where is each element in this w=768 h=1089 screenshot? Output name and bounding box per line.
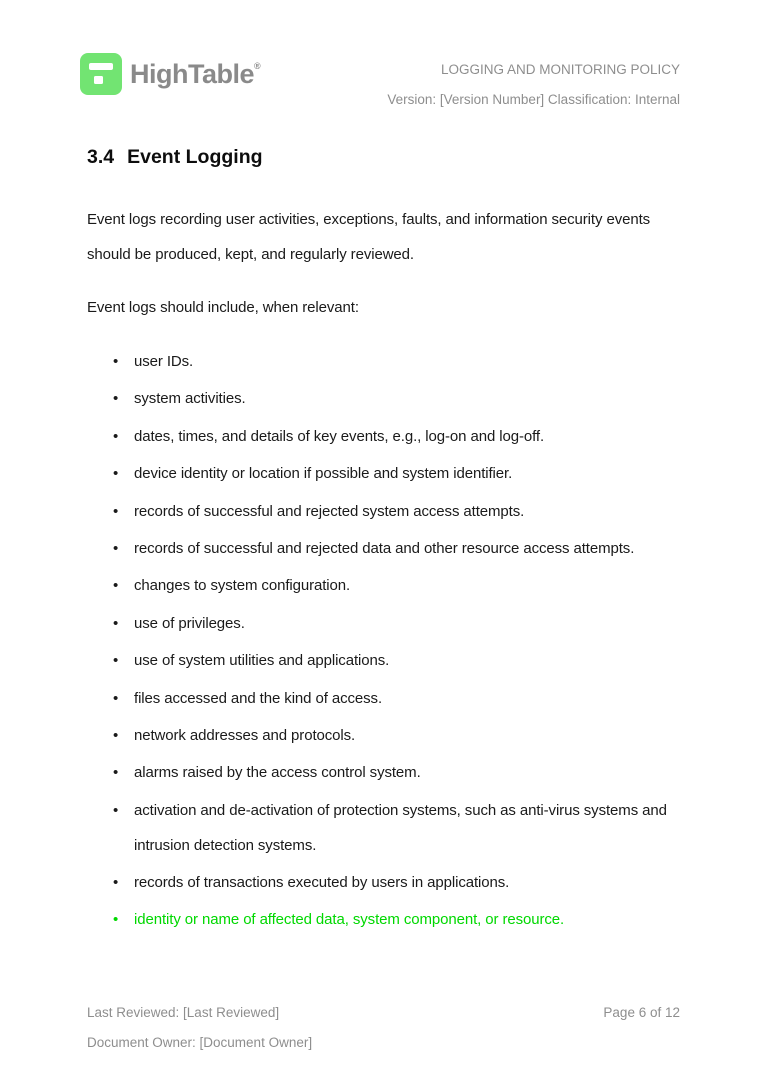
brand-wordmark — [130, 59, 261, 90]
page-number: Page 6 of 12 — [603, 1005, 680, 1020]
section-number: 3.4 — [87, 146, 115, 168]
bullet-dot: • — [113, 502, 119, 520]
list-item — [87, 419, 684, 454]
list-item — [87, 494, 684, 529]
bullet-dot: • — [113, 764, 119, 782]
list-item — [87, 606, 684, 641]
bullet-dot: • — [113, 689, 119, 707]
hightable-logo-icon — [80, 53, 122, 95]
bullet-text: files accessed and the kind of access. — [134, 689, 383, 707]
hightable-brand — [80, 53, 261, 95]
intro-paragraph: Event logs recording user activities, exceptions, faults, and information security events should be produced, kept, and regularly reviewed. — [87, 211, 651, 263]
list-item — [87, 902, 684, 937]
bullet-dot: • — [113, 726, 119, 744]
bullet-dot: • — [113, 911, 119, 929]
list-item — [87, 531, 684, 566]
bullet-dot: • — [113, 427, 119, 445]
document-title: LOGGING AND MONITORING POLICY — [440, 62, 680, 77]
list-lead-in: Event logs should include, when relevant: — [87, 299, 359, 316]
bullet-text: activation and de-activation of protection systems, such as anti-virus systems and intrusion detection systems. — [134, 801, 667, 854]
registered-trademark-symbol: ® — [254, 60, 261, 71]
bullet-dot: • — [113, 577, 119, 595]
bullet-text: use of system utilities and applications. — [134, 652, 390, 670]
list-item — [87, 456, 684, 491]
last-reviewed-label: Last Reviewed: [Last Reviewed] — [87, 1005, 280, 1020]
bullet-text: device identity or location if possible and system identifier. — [134, 465, 513, 483]
bullet-text: identity or name of affected data, system component, or resource. — [134, 911, 565, 929]
list-item — [87, 793, 684, 863]
logo-table-leg — [94, 76, 103, 84]
bullet-text: alarms raised by the access control system. — [134, 764, 421, 782]
list-item — [87, 865, 684, 900]
bullet-dot: • — [113, 539, 119, 557]
list-item — [87, 381, 684, 416]
bullet-dot: • — [113, 390, 119, 408]
section-heading — [87, 146, 684, 168]
bullet-text: dates, times, and details of key events, e.g., log-on and log-off. — [134, 427, 545, 445]
logo-table-top — [89, 63, 113, 70]
bullet-text: changes to system configuration. — [134, 577, 351, 595]
list-item — [87, 755, 684, 790]
list-item — [87, 718, 684, 753]
bullet-dot: • — [113, 652, 119, 670]
version-classification-line: Version: [Version Number] Classification: Internal — [387, 92, 680, 107]
bullet-text: use of privileges. — [134, 614, 245, 632]
bullet-dot: • — [113, 801, 119, 819]
list-item — [87, 344, 684, 379]
bullet-text: records of transactions executed by users in applications. — [134, 874, 510, 892]
bullet-dot: • — [113, 465, 119, 483]
list-item — [87, 568, 684, 603]
page-footer — [87, 998, 680, 1058]
bullet-dot: • — [113, 614, 119, 632]
event-log-bullet-list — [87, 344, 684, 937]
page-header — [80, 53, 680, 115]
list-item — [87, 681, 684, 716]
brand-name: HighTable — [130, 58, 255, 89]
bullet-text: network addresses and protocols. — [134, 726, 356, 744]
document-body — [87, 146, 684, 940]
document-owner-label: Document Owner: [Document Owner] — [87, 1035, 313, 1050]
section-title: Event Logging — [127, 146, 263, 168]
bullet-text: records of successful and rejected system access attempts. — [134, 502, 525, 520]
bullet-text: records of successful and rejected data and other resource access attempts. — [134, 539, 635, 557]
bullet-dot: • — [113, 353, 119, 370]
bullet-text: system activities. — [134, 390, 246, 408]
bullet-dot: • — [113, 874, 119, 892]
list-item — [87, 643, 684, 678]
bullet-text: user IDs. — [134, 353, 194, 370]
header-meta — [387, 53, 680, 115]
footer-row — [87, 998, 680, 1028]
